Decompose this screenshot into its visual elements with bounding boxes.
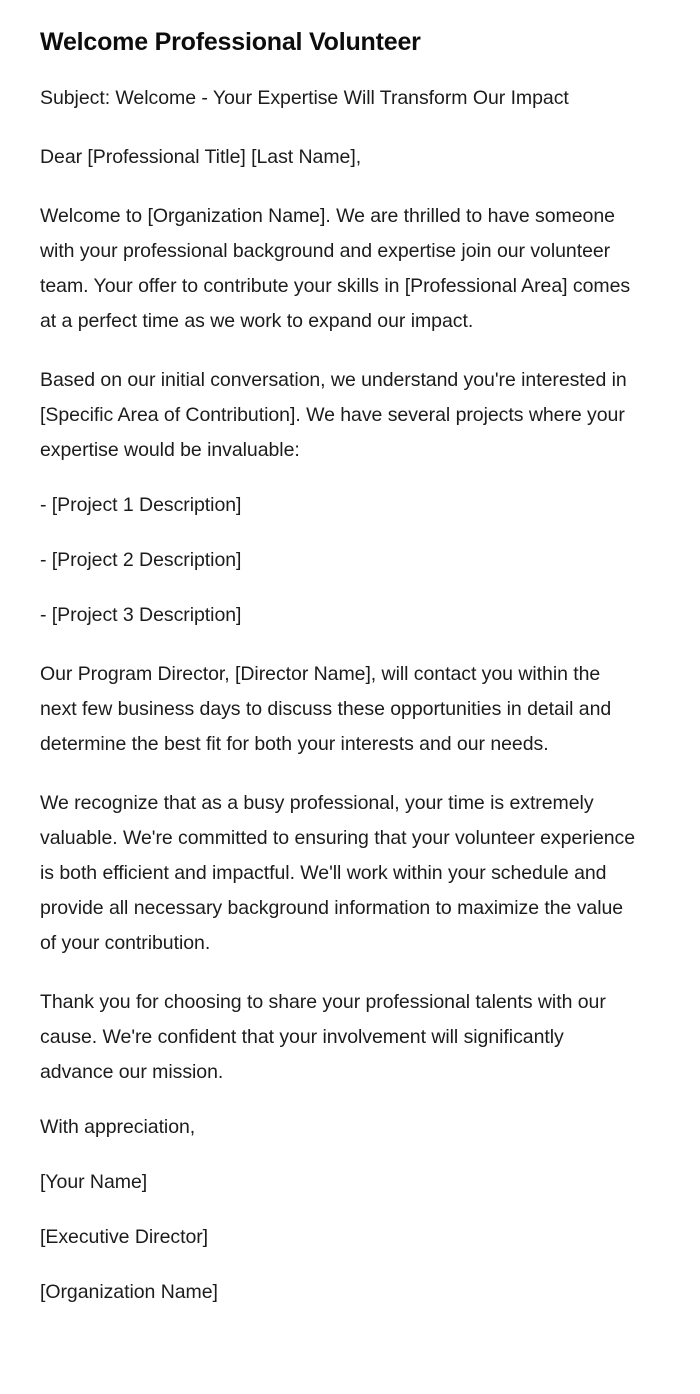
intro-paragraph: Welcome to [Organization Name]. We are thrilled to have someone with your professional background and expertise join our volunteer team. Your offer to contribute your skills in [Professional Area] comes at a perfect time as we work to expand our impact. bbox=[40, 205, 631, 332]
project-item-3: - [Project 3 Description] bbox=[40, 604, 242, 626]
signature-role-line: [Executive Director] bbox=[40, 1226, 209, 1248]
project-item-2: - [Project 2 Description] bbox=[40, 549, 242, 571]
document-bottom-spacer bbox=[40, 1310, 638, 1350]
subject-line: Subject: Welcome - Your Expertise Will Transform Our Impact bbox=[40, 87, 569, 109]
signature-organization-line: [Organization Name] bbox=[40, 1281, 218, 1303]
thank-you-paragraph: Thank you for choosing to share your professional talents with our cause. We're confident that your involvement will significantly advance our mission. bbox=[40, 991, 606, 1083]
program-director-paragraph: Our Program Director, [Director Name], will contact you within the next few business days to discuss these opportunities in detail and determine the best fit for both your interests and our needs. bbox=[40, 663, 612, 755]
time-valuable-paragraph: We recognize that as a busy professional, your time is extremely valuable. We're committed to ensuring that your volunteer experience is both efficient and impactful. We'll work within your schedule and provide all necessary background information to maximize the value of your contribution. bbox=[40, 792, 636, 954]
salutation-line: Dear [Professional Title] [Last Name], bbox=[40, 146, 362, 168]
project-item-1: - [Project 1 Description] bbox=[40, 494, 242, 516]
page-title: Welcome Professional Volunteer bbox=[40, 28, 421, 56]
closing-line: With appreciation, bbox=[40, 1116, 196, 1138]
signature-name-line: [Your Name] bbox=[40, 1171, 148, 1193]
conversation-paragraph: Based on our initial conversation, we understand you're interested in [Specific Area of Contribution]. We have several projects where your expertise would be invaluable: bbox=[40, 369, 627, 461]
